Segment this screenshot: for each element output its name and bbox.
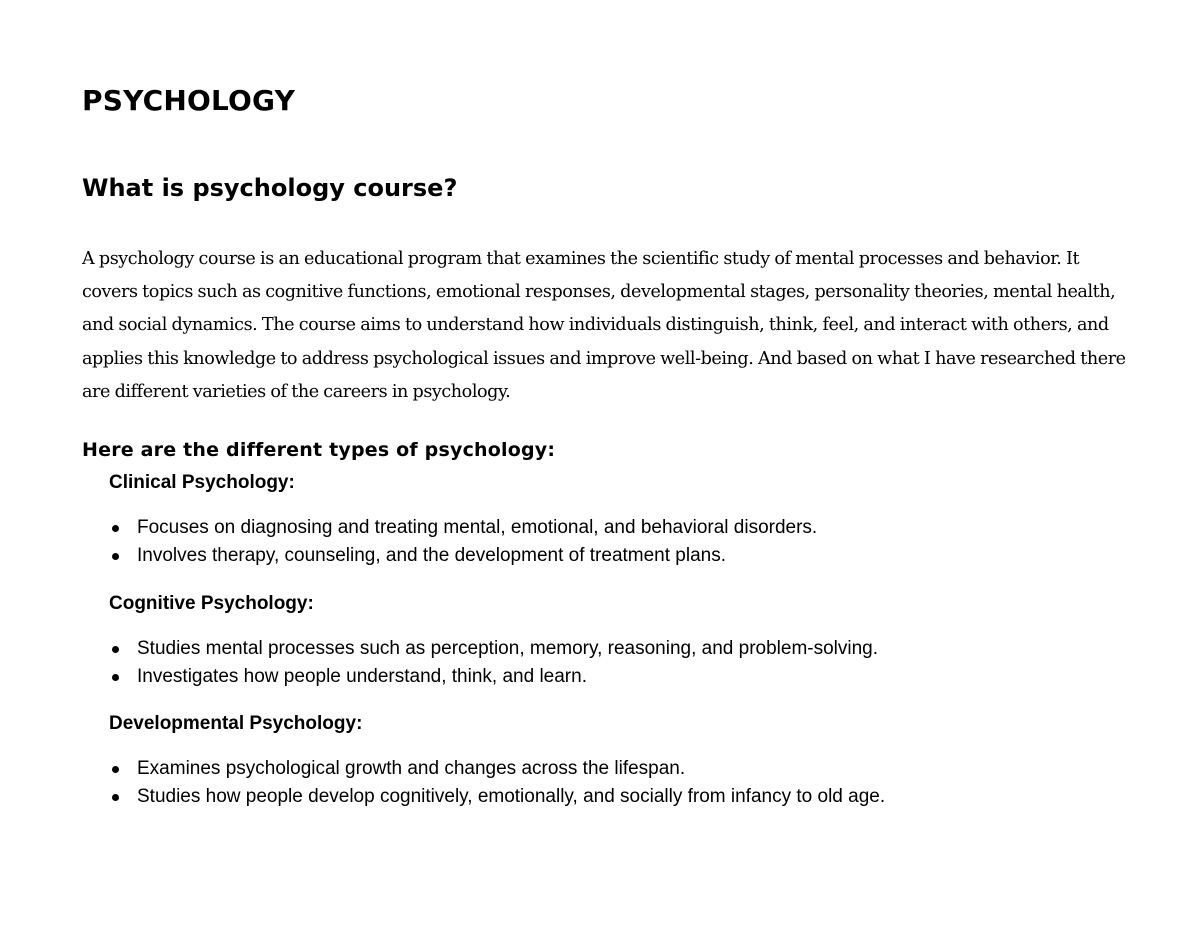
section-heading-what-is-psychology: What is psychology course? [82,174,458,202]
bullet-icon [112,553,119,560]
bullet-icon [112,674,119,681]
list-item-text: Studies how people develop cognitively, emotionally, and socially from infancy to old age. [137,786,886,807]
list-item-text: Studies mental processes such as perception, memory, reasoning, and problem-solving. [137,638,879,659]
bullet-list-clinical [109,514,817,570]
types-heading: Here are the different types of psychology: [82,439,556,461]
section-title-cognitive: Cognitive Psychology: [109,593,314,614]
list-item-text: Investigates how people understand, think, and learn. [137,666,587,687]
bullet-list-developmental [109,755,885,811]
bullet-icon [112,646,119,653]
bullet-icon [112,525,119,532]
list-item-text: Examines psychological growth and changes across the lifespan. [137,758,686,779]
list-item [109,755,885,783]
list-item [109,514,817,542]
list-item [109,635,878,663]
bullet-icon [112,766,119,773]
list-item-text: Focuses on diagnosing and treating mental, emotional, and behavioral disorders. [137,517,818,538]
intro-paragraph: A psychology course is an educational program that examines the scientific study of mental processes and behavior. It covers topics such as cognitive functions, emotional responses, developmental stages, personality theories, mental health, and social dynamics. The course aims to understand how individuals distinguish, think, feel, and interact with others, and applies this knowledge to address psychological issues and improve well-being. And based on what I have researched there are different varieties of the careers in psychology. [82,249,1126,402]
bullet-list-cognitive [109,635,878,691]
list-item [109,783,885,811]
section-title-developmental: Developmental Psychology: [109,713,363,734]
list-item [109,663,878,691]
list-item [109,542,817,570]
list-item-text: Involves therapy, counseling, and the development of treatment plans. [137,545,727,566]
section-title-clinical: Clinical Psychology: [109,472,295,493]
bullet-icon [112,794,119,801]
page-title: PSYCHOLOGY [82,84,296,117]
